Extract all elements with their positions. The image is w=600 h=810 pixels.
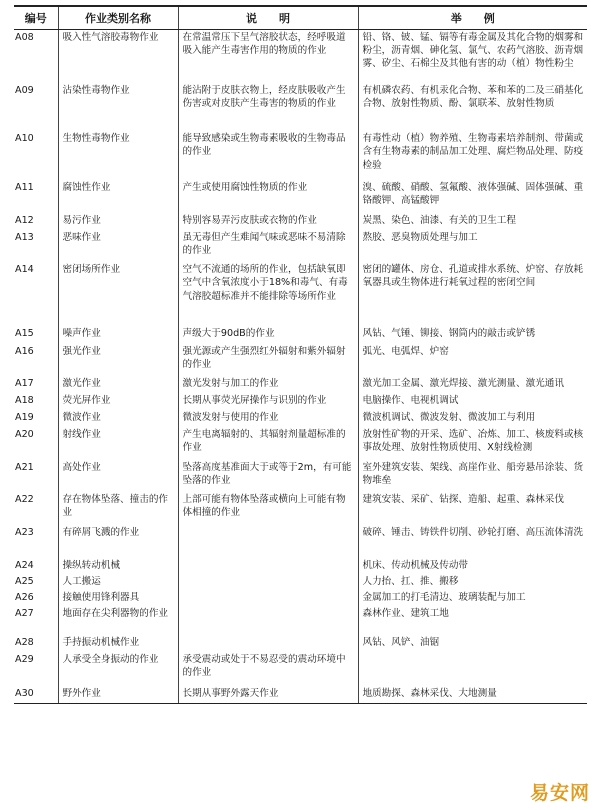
cell-name: 有碎屑飞溅的作业: [58, 525, 178, 558]
cell-examples: 森林作业、建筑工地: [358, 606, 587, 635]
cell-description: 声级大于90dB的作业: [178, 326, 358, 344]
cell-name: 沾染性毒物作业: [58, 83, 178, 131]
cell-code: A23: [15, 527, 34, 538]
cell-examples: 金属加工的打毛清边、玻璃装配与加工: [358, 590, 587, 606]
header-code: 编号: [14, 6, 58, 29]
cell-name: 地面存在尖利器物的作业: [58, 606, 178, 635]
header-description: 说 明: [178, 6, 358, 29]
cell-description: [178, 525, 358, 558]
cell-name: 恶味作业: [58, 230, 178, 262]
cell-description: [178, 606, 358, 635]
header-name: 作业类别名称: [58, 6, 178, 29]
table-row: [14, 393, 587, 410]
cell-code: A15: [15, 328, 34, 339]
cell-name: 密闭场所作业: [58, 262, 178, 326]
table-header-row: [14, 6, 587, 29]
cell-code: A19: [15, 412, 34, 423]
cell-examples: 地质勘探、森林采伐、大地测量: [358, 686, 587, 703]
cell-name: 生物性毒物作业: [58, 131, 178, 180]
cell-name: 荧光屏作业: [58, 393, 178, 410]
cell-name: 人工搬运: [58, 574, 178, 590]
table-row: [14, 29, 587, 83]
table-row: [14, 180, 587, 213]
cell-name: 噪声作业: [58, 326, 178, 344]
cell-name: 射线作业: [58, 427, 178, 460]
table-row: [14, 262, 587, 326]
cell-name: 微波作业: [58, 410, 178, 427]
table-row: [14, 213, 587, 230]
cell-name: 强光作业: [58, 344, 178, 376]
table-row: [14, 558, 587, 574]
cell-code: A26: [15, 592, 34, 603]
table-row: [14, 635, 587, 652]
table-row: [14, 460, 587, 492]
cell-code: A12: [15, 215, 34, 226]
cell-code: A29: [15, 654, 34, 665]
cell-code: A20: [15, 429, 34, 440]
cell-code: A08: [15, 31, 34, 43]
cell-code: A17: [15, 378, 34, 389]
table-row: [14, 83, 587, 131]
cell-examples: 有机磷农药、有机汞化合物、苯和苯的二及三硝基化合物、放射性物质、酚、氯联苯、放射性物质: [358, 83, 587, 131]
table-row: [14, 427, 587, 460]
cell-examples: 风钻、气锤、铆接、钢筒内的敲击或铲锈: [358, 326, 587, 344]
cell-examples: 人力抬、扛、推、搬移: [358, 574, 587, 590]
cell-code: A13: [15, 232, 34, 243]
cell-code: A21: [15, 462, 34, 473]
cell-examples: 炭黑、染色、油漆、有关的卫生工程: [358, 213, 587, 230]
cell-description: [178, 574, 358, 590]
cell-name: 操纵转动机械: [58, 558, 178, 574]
cell-name: 野外作业: [58, 686, 178, 703]
cell-description: 在常温常压下呈气溶胶状态，经呼吸道吸入能产生毒害作用的物质的作业: [178, 29, 358, 83]
cell-name: 高处作业: [58, 460, 178, 492]
cell-description: 长期从事荧光屏操作与识别的作业: [178, 393, 358, 410]
cell-description: 虽无毒但产生难闻气味或恶味不易清除的作业: [178, 230, 358, 262]
cell-examples: 铅、铬、铍、锰、镉等有毒金属及其化合物的烟雾和粉尘，沥青烟、砷化氢、氯气、农药气溶胶、沥青烟雾、矽尘、石棉尘及其他有害的动（植）物性粉尘: [358, 29, 587, 83]
cell-name: 人承受全身振动的作业: [58, 652, 178, 686]
cell-examples: 破碎、锤击、铸铁件切削、砂轮打磨、高压流体清洗: [358, 525, 587, 558]
cell-description: 产生电离辐射的、其辐射剂量超标准的作业: [178, 427, 358, 460]
cell-description: 能导致感染或生物毒素吸收的生物毒品的作业: [178, 131, 358, 180]
cell-examples: 密闭的罐体、房仓、孔道或排水系统、炉窑、存放耗氧器具或生物体进行耗氧过程的密闭空间: [358, 262, 587, 326]
cell-code: A18: [15, 395, 34, 406]
cell-name: 存在物体坠落、撞击的作业: [58, 492, 178, 525]
table-row: [14, 686, 587, 703]
cell-description: [178, 635, 358, 652]
cell-examples: 有毒性动（植）物养殖、生物毒素培养制剂、带菌或含有生物毒素的制品加工处理、腐烂物品处理、防疫检验: [358, 131, 587, 180]
cell-examples: 电脑操作、电视机调试: [358, 393, 587, 410]
cell-name: 激光作业: [58, 376, 178, 393]
cell-description: 长期从事野外露天作业: [178, 686, 358, 703]
table-row: [14, 590, 587, 606]
cell-examples: 熬胶、恶臭物质处理与加工: [358, 230, 587, 262]
cell-name: 腐蚀性作业: [58, 180, 178, 213]
cell-examples: 机床、传动机械及传动带: [358, 558, 587, 574]
cell-description: 激光发射与加工的作业: [178, 376, 358, 393]
table-row: [14, 410, 587, 427]
cell-code: A16: [15, 346, 34, 357]
cell-code: A30: [14, 686, 58, 703]
cell-code: A25: [15, 576, 34, 587]
cell-description: 微波发射与使用的作业: [178, 410, 358, 427]
cell-examples: 激光加工金属、激光焊接、激光测量、激光通讯: [358, 376, 587, 393]
cell-examples: 建筑安装、采矿、钻探、造船、起重、森林采伐: [358, 492, 587, 525]
table-body: [14, 29, 587, 703]
cell-description: 强光源或产生强烈红外辐射和紫外辐射的作业: [178, 344, 358, 376]
cell-code: A28: [15, 637, 34, 648]
cell-description: 空气不流通的场所的作业，包括缺氧即空气中含氧浓度小于18%和毒气、有毒气溶胶超标准并不能排除等场所作业: [178, 262, 358, 326]
watermark-logo: 易安网: [529, 782, 590, 804]
cell-code: A11: [15, 182, 34, 193]
cell-description: [178, 590, 358, 606]
cell-name: 手持振动机械作业: [58, 635, 178, 652]
table-row: [14, 492, 587, 525]
cell-code: A14: [15, 264, 34, 275]
cell-description: 承受震动或处于不易忍受的震动环境中的作业: [178, 652, 358, 686]
cell-examples: 弧光、电弧焊、炉窑: [358, 344, 587, 376]
cell-description: [178, 558, 358, 574]
cell-examples: 微波机调试、微波发射、微波加工与利用: [358, 410, 587, 427]
cell-examples: 放射性矿物的开采、选矿、冶炼、加工、核废料或核事故处理、放射性物质使用、X射线检测: [358, 427, 587, 460]
table-row: [14, 344, 587, 376]
table-row: [14, 574, 587, 590]
cell-code: A22: [15, 494, 34, 505]
work-category-table: [14, 5, 587, 704]
cell-examples: 风钻、风铲、油锯: [358, 635, 587, 652]
cell-examples: [358, 652, 587, 686]
table-row: [14, 326, 587, 344]
cell-examples: 室外建筑安装、架线、高崖作业、船旁悬吊涂装、货物堆垒: [358, 460, 587, 492]
cell-description: 能沾附于皮肤衣物上，经皮肤吸收产生伤害或对皮肤产生毒害的物质的作业: [178, 83, 358, 131]
table-row: [14, 525, 587, 558]
table-row: [14, 606, 587, 635]
cell-code: A24: [15, 560, 34, 571]
table-row: [14, 131, 587, 180]
header-examples: 举 例: [358, 6, 587, 29]
cell-code: A27: [15, 608, 34, 619]
table-row: [14, 230, 587, 262]
cell-code: A09: [15, 85, 34, 96]
cell-name: 吸入性气溶胶毒物作业: [58, 29, 178, 83]
cell-description: 特别容易弄污皮肤或衣物的作业: [178, 213, 358, 230]
cell-name: 易污作业: [58, 213, 178, 230]
table-row: [14, 376, 587, 393]
table-row: [14, 652, 587, 686]
cell-description: 坠落高度基准面大于或等于2m，有可能坠落的作业: [178, 460, 358, 492]
cell-description: 上部可能有物体坠落或横向上可能有物体相撞的作业: [178, 492, 358, 525]
cell-name: 接触使用锋利器具: [58, 590, 178, 606]
cell-description: 产生或使用腐蚀性物质的作业: [178, 180, 358, 213]
cell-examples: 溴、硫酸、硝酸、氢氟酸、液体强碱、固体强碱、重铬酸钾、高锰酸钾: [358, 180, 587, 213]
cell-code: A10: [15, 133, 34, 144]
